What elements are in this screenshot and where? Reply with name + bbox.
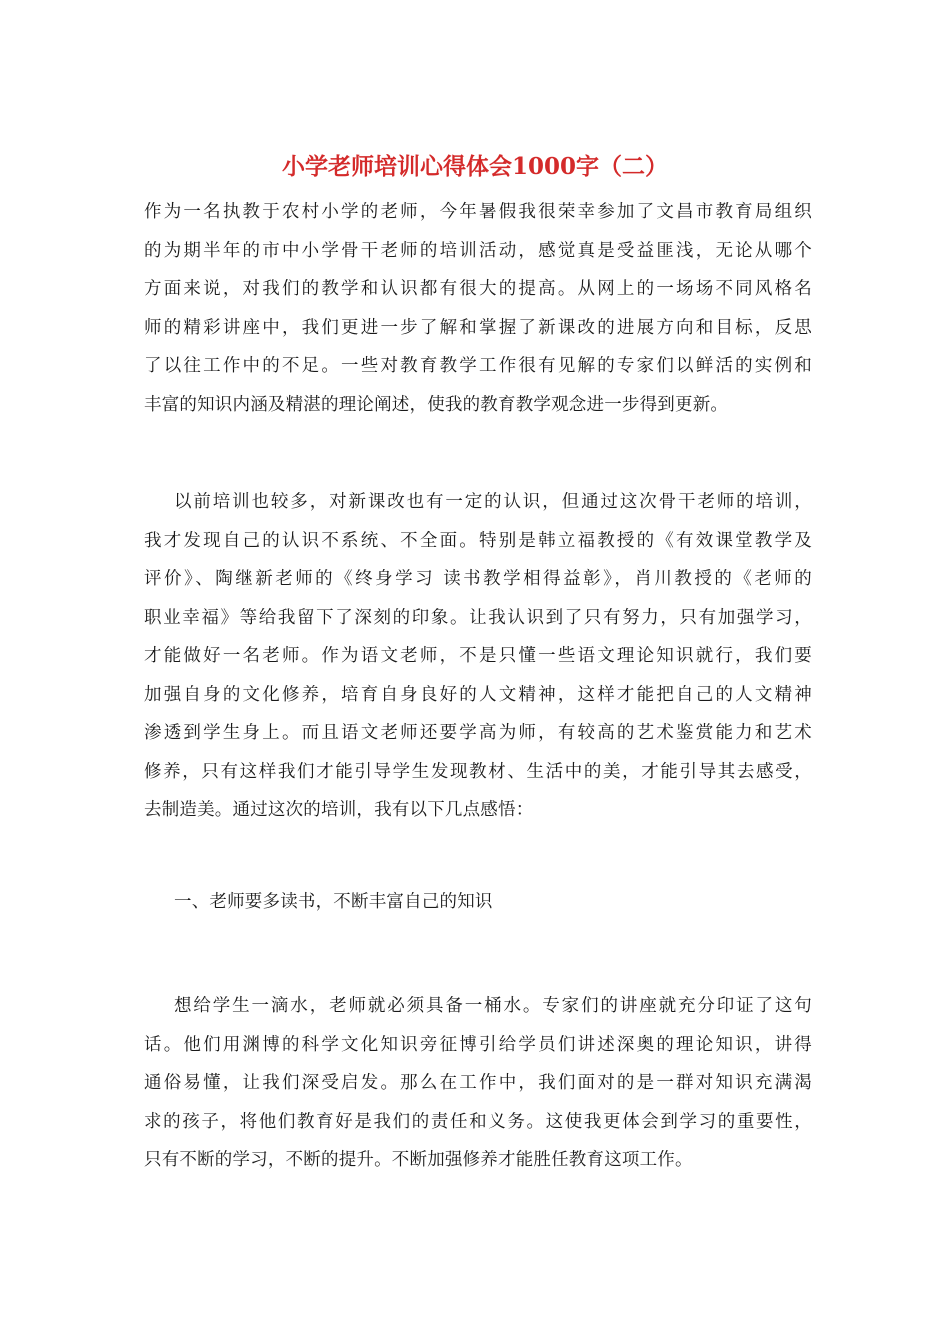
- paragraph-line: 评价》、陶继新老师的《终身学习 读书教学相得益彰》，肖川教授的《老师的: [144, 569, 812, 589]
- paragraph-line: 了以往工作中的不足。一些对教育教学工作很有见解的专家们以鲜活的实例和: [144, 356, 812, 376]
- paragraph-intro: [144, 193, 812, 424]
- paragraph-line: 的为期半年的市中小学骨干老师的培训活动，感觉真是受益匪浅，无论从哪个: [144, 240, 812, 261]
- paragraph-line: 才能做好一名老师。作为语文老师，不是只懂一些语文理论知识就行，我们要: [144, 646, 812, 666]
- paragraph-line: 修养，只有这样我们才能引导学生发现教材、生活中的美，才能引导其去感受，: [144, 761, 812, 782]
- paragraph-training-reflection: [144, 483, 812, 830]
- paragraph-line: 我才发现自己的认识不系统、不全面。特别是韩立福教授的《有效课堂教学及: [144, 530, 812, 551]
- paragraph-line: 渗透到学生身上。而且语文老师还要学高为师，有较高的艺术鉴赏能力和艺术: [144, 723, 812, 743]
- paragraph-line: 话。他们用渊博的科学文化知识旁征博引给学员们讲述深奥的理论知识，讲得: [144, 1034, 812, 1055]
- paragraph-line: 作为一名执教于农村小学的老师，今年暑假我很荣幸参加了文昌市教育局组织: [144, 202, 812, 222]
- paragraph-line: 师的精彩讲座中，我们更进一步了解和掌握了新课改的进展方向和目标，反思: [144, 317, 812, 338]
- paragraph-line: 只有不断的学习，不断的提升。不断加强修养才能胜任教育这项工作。: [144, 1150, 693, 1170]
- paragraph-line: 想给学生一滴水，老师就必须具备一桶水。专家们的讲座就充分印证了这句: [174, 996, 812, 1016]
- paragraph-line: 加强自身的文化修养，培育自身良好的人文精神，这样才能把自己的人文精神: [144, 684, 812, 705]
- paragraph-line: 以前培训也较多，对新课改也有一定的认识，但通过这次骨干老师的培训，: [174, 492, 812, 512]
- paragraph-line: 方面来说，对我们的教学和认识都有很大的提高。从网上的一场场不同风格名: [144, 279, 812, 299]
- section-heading: [144, 883, 812, 922]
- paragraph-line: 丰富的知识内涵及精湛的理论阐述，使我的教育教学观念进一步得到更新。: [144, 394, 729, 415]
- paragraph-line: 职业幸福》等给我留下了深刻的印象。让我认识到了只有努力，只有加强学习，: [144, 607, 812, 628]
- paragraph-line: 通俗易懂，让我们深受启发。那么在工作中，我们面对的是一群对知识充满渴: [144, 1073, 812, 1093]
- section-heading-text: 一、老师要多读书，不断丰富自己的知识: [174, 892, 493, 912]
- document-title: 小学老师培训心得体会1000字（二）: [281, 153, 668, 180]
- paragraph-reading: [144, 987, 812, 1180]
- paragraph-line: 去制造美。通过这次的培训，我有以下几点感悟：: [144, 800, 534, 820]
- paragraph-line: 求的孩子，将他们教育好是我们的责任和义务。这使我更体会到学习的重要性，: [144, 1111, 812, 1132]
